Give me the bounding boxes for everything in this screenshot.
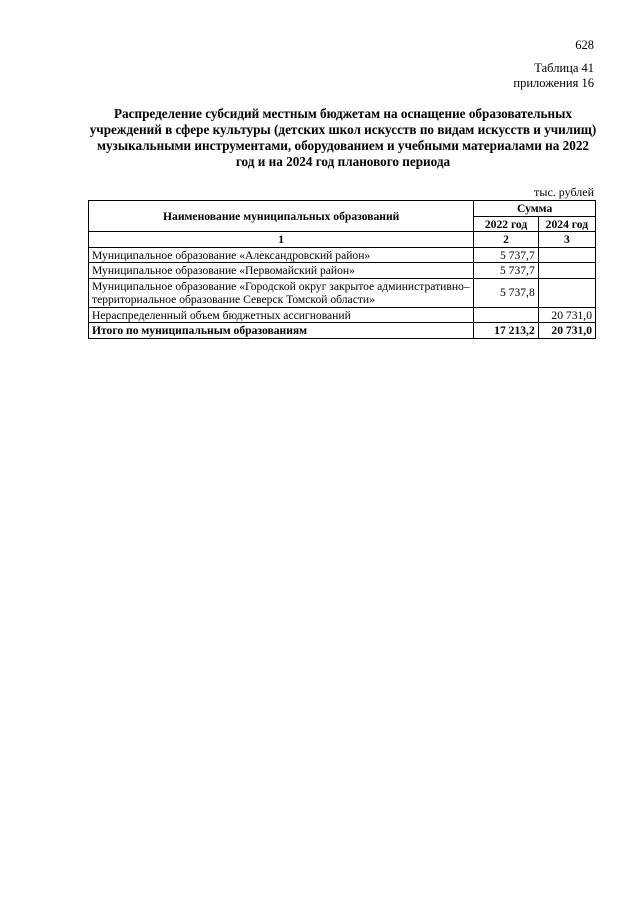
header-year-2024: 2024 год (538, 216, 595, 232)
column-number: 2 (474, 232, 538, 248)
total-row (89, 323, 596, 339)
amount-2022 (474, 307, 538, 323)
appendix-number-label: приложения 16 (513, 76, 594, 90)
header-municipality-name: Наименование муниципальных образований (89, 201, 474, 232)
header-sum: Сумма (474, 201, 596, 217)
municipality-name: Нераспределенный объем бюджетных ассигнований (89, 307, 474, 323)
amount-2022: 5 737,7 (474, 247, 538, 263)
table-row (89, 247, 596, 263)
subsidy-table (88, 200, 596, 339)
table-header-row (89, 201, 596, 217)
table-row (89, 307, 596, 323)
units-label: тыс. рублей (534, 185, 594, 199)
column-numbers-row (89, 232, 596, 248)
table-row (89, 278, 596, 307)
amount-2024 (538, 247, 595, 263)
appendix-reference (513, 61, 594, 91)
amount-2024 (538, 263, 595, 279)
municipality-name: Муниципальное образование «Первомайский район» (89, 263, 474, 279)
total-2024: 20 731,0 (538, 323, 595, 339)
amount-2024 (538, 278, 595, 307)
table-number-label: Таблица 41 (534, 61, 594, 75)
table-row (89, 263, 596, 279)
column-number: 1 (89, 232, 474, 248)
page-number: 628 (575, 38, 594, 52)
amount-2022: 5 737,8 (474, 278, 538, 307)
header-year-2022: 2022 год (474, 216, 538, 232)
amount-2024: 20 731,0 (538, 307, 595, 323)
municipality-name: Муниципальное образование «Александровский район» (89, 247, 474, 263)
document-title: Распределение субсидий местным бюджетам на оснащение образовательных учреждений в сфере культуры (детских школ искусств по видам искусств и училищ) музыкальными инструментами, оборудованием и учебными материалами на 2022 год и на 2024 год планового периода (89, 106, 597, 169)
amount-2022: 5 737,7 (474, 263, 538, 279)
total-label: Итого по муниципальным образованиям (89, 323, 474, 339)
column-number: 3 (538, 232, 595, 248)
total-2022: 17 213,2 (474, 323, 538, 339)
municipality-name: Муниципальное образование «Городской округ закрытое административно–территориальное образование Северск Томской области» (89, 278, 474, 307)
